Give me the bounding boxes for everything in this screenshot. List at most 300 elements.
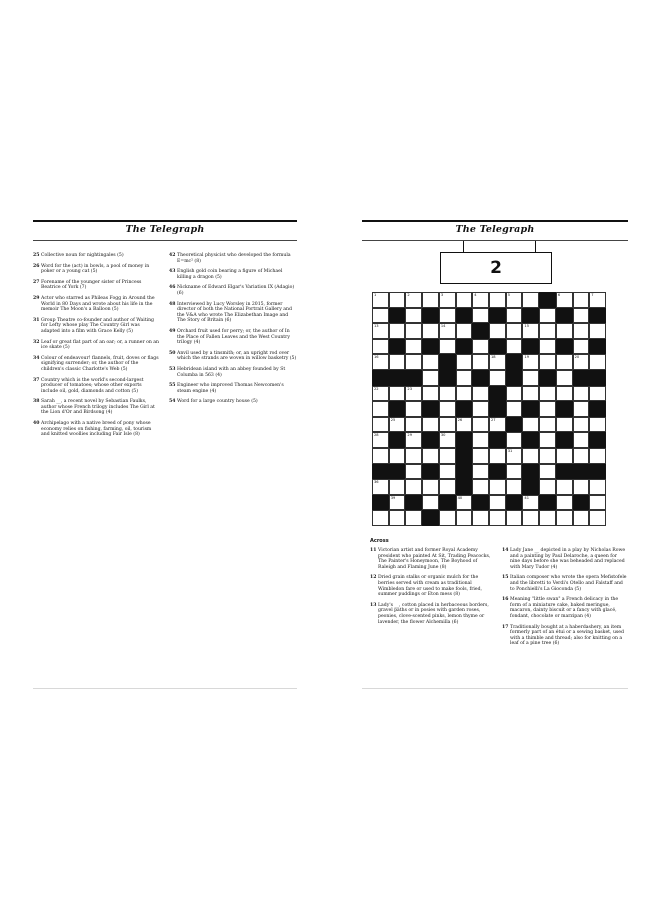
grid-cell[interactable]: [522, 370, 539, 386]
grid-cell[interactable]: [439, 417, 456, 433]
grid-cell[interactable]: [472, 479, 489, 495]
page-footer-rule: [33, 688, 297, 689]
grid-cell[interactable]: [489, 479, 506, 495]
grid-block: [439, 370, 456, 386]
across-heading: Across: [370, 538, 389, 544]
grid-cell[interactable]: [405, 401, 422, 417]
grid-cell[interactable]: [522, 495, 539, 511]
grid-cell[interactable]: [539, 339, 556, 355]
clue-text: Forename of the younger sister of Princess Beatrice of York (7): [41, 279, 142, 291]
grid-cell[interactable]: [372, 510, 389, 526]
clue-number: 16: [502, 597, 509, 603]
grid-cell[interactable]: [422, 323, 439, 339]
clue-26: [33, 264, 159, 275]
clue-column-2: [169, 253, 297, 410]
grid-block: [472, 323, 489, 339]
grid-cell[interactable]: [472, 510, 489, 526]
grid-block: [556, 308, 573, 324]
grid-cell[interactable]: [573, 448, 590, 464]
grid-cell[interactable]: [389, 323, 406, 339]
clue-text: Nickname of Edward Elgar's Variation IX (Adagio) (6): [177, 285, 295, 296]
grid-block: [539, 370, 556, 386]
clue-text: Meaning "little swan" a French delicacy in the form of a miniature cake, baked meringue, macaron, dainty biscuit or a fancy with glacé, fondant, chocolate or marzipan (4): [510, 597, 619, 619]
grid-cell[interactable]: [372, 323, 389, 339]
cell-number: 27: [491, 417, 496, 422]
grid-cell[interactable]: [372, 308, 389, 324]
clue-text: English gold coin bearing a figure of Michael killing a dragon (5): [177, 269, 283, 280]
grid-cell[interactable]: [589, 417, 606, 433]
grid-block: [589, 339, 606, 355]
clue-number: 12: [370, 575, 377, 581]
grid-cell[interactable]: [405, 479, 422, 495]
grid-cell[interactable]: [472, 386, 489, 402]
grid-cell[interactable]: [456, 370, 473, 386]
clue-17: [502, 625, 628, 647]
grid-cell[interactable]: [389, 354, 406, 370]
grid-cell[interactable]: [556, 292, 573, 308]
cell-number: 19: [524, 355, 529, 360]
grid-cell[interactable]: [389, 495, 406, 511]
across-column-2: [502, 548, 628, 652]
grid-cell[interactable]: [539, 323, 556, 339]
grid-block: [422, 308, 439, 324]
grid-cell[interactable]: [456, 386, 473, 402]
clue-number: 32: [33, 339, 40, 345]
clue-48: [169, 302, 297, 324]
grid-block: [422, 401, 439, 417]
clue-49: [169, 329, 297, 346]
grid-cell[interactable]: [522, 323, 539, 339]
clue-29: [33, 296, 159, 313]
clue-text: Colour of endeavour! flannels, fruit, doves or flags signifying surrender; or, the author of the children's classic Charlotte's Web (5): [41, 355, 159, 372]
grid-cell[interactable]: [405, 323, 422, 339]
grid-block: [489, 401, 506, 417]
grid-cell[interactable]: [489, 417, 506, 433]
clue-46: [169, 285, 297, 296]
grid-cell[interactable]: [439, 401, 456, 417]
grid-block: [405, 495, 422, 511]
clue-text: Word for a large country house (5): [177, 399, 258, 405]
grid-block: [389, 464, 406, 480]
grid-block: [522, 401, 539, 417]
cell-number: 25: [390, 417, 396, 422]
clue-50: [169, 351, 297, 362]
grid-cell[interactable]: [489, 495, 506, 511]
masthead-bottom-rule: [33, 240, 297, 241]
grid-cell[interactable]: [539, 401, 556, 417]
grid-cell[interactable]: [573, 510, 590, 526]
grid-cell[interactable]: [573, 417, 590, 433]
grid-cell[interactable]: [556, 323, 573, 339]
grid-block: [389, 401, 406, 417]
grid-block: [489, 339, 506, 355]
clue-text: Orchard fruit used for perry; or, the author of In the Place of Fallen Leaves and the West Country trilogy (4): [177, 328, 290, 346]
grid-cell[interactable]: [506, 339, 523, 355]
masthead-top-rule: [33, 220, 297, 222]
clue-text: Collective noun for nightingales (5): [41, 253, 124, 258]
clue-text: Leaf or great flat part of an oar; or, a runner on an ice skate (5): [41, 339, 159, 351]
grid-cell[interactable]: [472, 448, 489, 464]
masthead-title: The Telegraph: [125, 224, 205, 235]
clue-42: [169, 253, 297, 264]
cell-number: 14: [440, 324, 446, 329]
grid-cell[interactable]: [405, 308, 422, 324]
grid-cell[interactable]: [389, 448, 406, 464]
grid-block: [522, 339, 539, 355]
clue-25: [33, 253, 159, 259]
grid-cell[interactable]: [389, 510, 406, 526]
grid-cell[interactable]: [573, 339, 590, 355]
grid-cell[interactable]: [589, 354, 606, 370]
grid-cell[interactable]: [573, 308, 590, 324]
clue-27: [33, 280, 159, 291]
cell-number: 4: [474, 293, 477, 297]
clue-31: [33, 318, 159, 335]
clue-38: [33, 399, 159, 416]
grid-cell[interactable]: [472, 354, 489, 370]
grid-cell[interactable]: [539, 308, 556, 324]
grid-block: [589, 308, 606, 324]
cell-number: 16: [374, 355, 379, 360]
grid-cell[interactable]: [472, 432, 489, 448]
grid-cell[interactable]: [506, 323, 523, 339]
grid-cell[interactable]: [489, 370, 506, 386]
clue-number: 50: [169, 350, 176, 356]
grid-block: [456, 339, 473, 355]
grid-cell[interactable]: [422, 370, 439, 386]
grid-cell[interactable]: [405, 510, 422, 526]
grid-cell[interactable]: [422, 354, 439, 370]
grid-cell[interactable]: [539, 354, 556, 370]
clue-column-1: [33, 253, 159, 443]
grid-cell[interactable]: [439, 448, 456, 464]
grid-cell[interactable]: [573, 432, 590, 448]
clue-text: Actor who starred as Phileas Fogg in Around the World in 80 Days and wrote about his life in the memoir The Moon's a Balloon (5): [41, 295, 155, 313]
grid-cell[interactable]: [372, 432, 389, 448]
grid-cell[interactable]: [472, 308, 489, 324]
grid-cell[interactable]: [472, 417, 489, 433]
cell-number: 39: [390, 495, 396, 500]
right-page: [330, 0, 660, 904]
grid-cell[interactable]: [372, 479, 389, 495]
grid-cell[interactable]: [522, 292, 539, 308]
grid-cell[interactable]: [539, 386, 556, 402]
grid-block: [439, 354, 456, 370]
cell-number: 15: [524, 324, 529, 329]
cell-number: 20: [574, 355, 580, 360]
grid-block: [389, 308, 406, 324]
grid-cell[interactable]: [405, 464, 422, 480]
grid-cell[interactable]: [589, 386, 606, 402]
cell-number: 30: [440, 433, 446, 438]
grid-cell[interactable]: [389, 292, 406, 308]
grid-cell[interactable]: [573, 386, 590, 402]
clue-number: 27: [33, 279, 40, 285]
grid-cell[interactable]: [439, 323, 456, 339]
grid-block: [539, 495, 556, 511]
grid-block: [573, 495, 590, 511]
grid-cell[interactable]: [522, 354, 539, 370]
grid-cell[interactable]: [506, 479, 523, 495]
clue-54: [169, 399, 297, 405]
grid-cell[interactable]: [405, 448, 422, 464]
grid-cell[interactable]: [522, 417, 539, 433]
grid-cell[interactable]: [389, 386, 406, 402]
grid-cell[interactable]: [439, 432, 456, 448]
grid-block: [506, 370, 523, 386]
grid-cell[interactable]: [422, 448, 439, 464]
clue-number: 49: [169, 328, 176, 334]
grid-block: [589, 370, 606, 386]
grid-cell[interactable]: [556, 510, 573, 526]
grid-cell[interactable]: [439, 308, 456, 324]
grid-cell[interactable]: [439, 479, 456, 495]
grid-cell[interactable]: [489, 510, 506, 526]
across-column-1: [370, 548, 494, 630]
clue-text: Word for the (act) in bowls, a pool of money in poker or a young cat (5): [41, 263, 150, 275]
grid-cell[interactable]: [506, 432, 523, 448]
grid-cell[interactable]: [472, 292, 489, 308]
cell-number: 22: [374, 386, 379, 391]
grid-block: [556, 339, 573, 355]
masthead-bottom-rule: [362, 240, 628, 241]
clue-37: [33, 378, 159, 395]
grid-cell[interactable]: [589, 510, 606, 526]
grid-block: [573, 464, 590, 480]
grid-cell[interactable]: [372, 417, 389, 433]
cell-number: 28: [374, 433, 379, 438]
grid-cell[interactable]: [472, 339, 489, 355]
clue-number: 53: [169, 366, 176, 372]
grid-cell[interactable]: [405, 386, 422, 402]
grid-block: [389, 339, 406, 355]
grid-cell[interactable]: [489, 323, 506, 339]
cell-number: 7: [591, 293, 594, 297]
grid-cell[interactable]: [422, 417, 439, 433]
clue-text: Dried grain stalks or organic mulch for the berries served with cream as traditional Wimbledon fare or used to make fools, fried, summer puddings or Eton mess (8): [378, 575, 482, 598]
clue-text: Sarah __, a recent novel by Sebastian Faulks, author whose French trilogy includes The Girl at the Lion d'Or and Birdsong (4): [41, 399, 155, 416]
grid-block: [456, 448, 473, 464]
grid-cell[interactable]: [539, 448, 556, 464]
page-footer-rule: [362, 688, 628, 689]
grid-cell[interactable]: [589, 479, 606, 495]
grid-block: [422, 510, 439, 526]
grid-cell[interactable]: [389, 479, 406, 495]
grid-block: [439, 495, 456, 511]
clue-text: Victorian artist and former Royal Academy president who painted At Sit, Trading Peacocks, The Painter's Honeymoon, The Boyhood of Raleigh and Flaming June (8): [378, 548, 491, 570]
grid-cell[interactable]: [522, 386, 539, 402]
grid-cell[interactable]: [573, 323, 590, 339]
grid-cell[interactable]: [422, 495, 439, 511]
grid-cell[interactable]: [405, 417, 422, 433]
grid-cell[interactable]: [456, 417, 473, 433]
grid-cell[interactable]: [372, 401, 389, 417]
clue-text: Group Theatre co-founder and author of Waiting for Lefty whose play The Country Girl was adapted into a film with Grace Kelly (5): [41, 317, 154, 334]
grid-block: [506, 354, 523, 370]
grid-cell[interactable]: [456, 495, 473, 511]
clue-number: 14: [502, 548, 509, 553]
masthead-top-rule: [362, 220, 628, 222]
clue-text: Traditionally bought at a haberdashery, an item formerly part of an étui or a sewing basket, used with a thimble and thread; also for knitting on a leaf of a pine tree (6): [510, 624, 624, 647]
cell-number: 41: [524, 495, 529, 500]
grid-cell[interactable]: [556, 479, 573, 495]
grid-cell[interactable]: [522, 510, 539, 526]
cell-number: 3: [440, 293, 444, 297]
clue-number: 48: [169, 301, 176, 307]
clue-14: [502, 548, 628, 570]
grid-cell[interactable]: [556, 354, 573, 370]
cell-number: 31: [507, 449, 513, 453]
grid-block: [522, 479, 539, 495]
cell-number: 23: [407, 386, 412, 391]
clue-number: 42: [169, 253, 176, 258]
grid-block: [372, 464, 389, 480]
clue-13: [370, 603, 494, 625]
puzzle-number-tick-right: [535, 241, 536, 252]
grid-cell[interactable]: [372, 339, 389, 355]
cell-number: 13: [374, 324, 379, 329]
grid-block: [472, 495, 489, 511]
cell-number: 5: [507, 293, 510, 297]
grid-cell[interactable]: [372, 386, 389, 402]
clue-number: 11: [370, 548, 377, 553]
grid-cell[interactable]: [456, 292, 473, 308]
grid-cell[interactable]: [556, 495, 573, 511]
puzzle-number-tick-left: [463, 241, 464, 252]
grid-block: [372, 370, 389, 386]
grid-cell[interactable]: [539, 417, 556, 433]
grid-cell[interactable]: [456, 510, 473, 526]
grid-cell[interactable]: [539, 479, 556, 495]
grid-cell[interactable]: [556, 417, 573, 433]
grid-block: [489, 432, 506, 448]
grid-cell[interactable]: [539, 432, 556, 448]
grid-cell[interactable]: [506, 401, 523, 417]
clue-text: Archipelago with a native breed of pony whose economy relies on fishing, farming, oil, tourism and knitted woollies including Fair Isle (8): [41, 421, 152, 438]
grid-cell[interactable]: [372, 448, 389, 464]
clue-number: 17: [502, 624, 509, 630]
grid-cell[interactable]: [372, 354, 389, 370]
grid-block: [522, 464, 539, 480]
grid-cell[interactable]: [389, 417, 406, 433]
grid-cell[interactable]: [439, 339, 456, 355]
clue-12: [370, 575, 494, 597]
cell-number: 40: [457, 495, 463, 500]
grid-cell[interactable]: [439, 510, 456, 526]
grid-cell[interactable]: [556, 386, 573, 402]
grid-block: [589, 401, 606, 417]
grid-cell[interactable]: [522, 448, 539, 464]
cell-number: 36: [374, 480, 379, 485]
clue-number: 38: [33, 399, 40, 405]
grid-cell[interactable]: [422, 479, 439, 495]
grid-block: [556, 464, 573, 480]
clue-number: 31: [33, 317, 40, 323]
grid-cell[interactable]: [405, 339, 422, 355]
clue-text: Theoretical physicist who developed the formula E=mc² (8): [177, 253, 291, 264]
clue-53: [169, 367, 297, 378]
grid-block: [405, 370, 422, 386]
clue-number: 29: [33, 295, 40, 301]
grid-block: [522, 308, 539, 324]
grid-cell[interactable]: [573, 479, 590, 495]
clue-number: 34: [33, 355, 40, 361]
masthead-title: The Telegraph: [455, 224, 535, 235]
clue-16: [502, 597, 628, 619]
grid-cell[interactable]: [489, 354, 506, 370]
grid-cell[interactable]: [573, 401, 590, 417]
grid-cell[interactable]: [539, 510, 556, 526]
grid-cell[interactable]: [405, 432, 422, 448]
grid-cell[interactable]: [506, 510, 523, 526]
grid-cell[interactable]: [589, 448, 606, 464]
grid-cell[interactable]: [472, 401, 489, 417]
grid-block: [422, 464, 439, 480]
clue-number: 54: [169, 399, 176, 405]
grid-cell[interactable]: [589, 495, 606, 511]
grid-cell[interactable]: [456, 323, 473, 339]
grid-cell[interactable]: [405, 354, 422, 370]
clue-43: [169, 269, 297, 280]
grid-cell[interactable]: [506, 448, 523, 464]
grid-cell[interactable]: [489, 292, 506, 308]
clue-text: Country which is the world's second-largest producer of tomatoes; whose other exports include oil, gold, diamonds and cotton (5): [41, 377, 144, 394]
crossword-grid[interactable]: [372, 292, 606, 526]
clue-11: [370, 548, 494, 570]
grid-cell[interactable]: [439, 464, 456, 480]
grid-cell[interactable]: [472, 464, 489, 480]
grid-cell[interactable]: [422, 386, 439, 402]
grid-block: [489, 308, 506, 324]
grid-cell[interactable]: [589, 323, 606, 339]
clue-text: Lady's __, cotton placed in herbaceous borders, gravel paths or in posies with garden roses, peonies, clove-scented pinks, lemon thyme or lavender, the flower Alchemilla (6): [378, 602, 489, 625]
grid-cell[interactable]: [539, 464, 556, 480]
grid-block: [456, 464, 473, 480]
puzzle-number: 2: [440, 252, 552, 284]
cell-number: 18: [491, 355, 496, 360]
grid-cell[interactable]: [589, 292, 606, 308]
grid-block: [589, 464, 606, 480]
clue-number: 13: [370, 602, 377, 608]
grid-cell[interactable]: [372, 292, 389, 308]
grid-cell[interactable]: [506, 464, 523, 480]
cell-number: 2: [407, 293, 410, 297]
grid-block: [522, 432, 539, 448]
grid-cell[interactable]: [405, 292, 422, 308]
grid-block: [506, 495, 523, 511]
grid-cell[interactable]: [573, 292, 590, 308]
grid-cell[interactable]: [439, 292, 456, 308]
clue-text: Lady Jane __ depicted in a play by Nicholas Rowe and a painting by Paul Delaroche, a queen for nine days before she was beheaded and replaced with Mary Tudor (4): [510, 548, 626, 570]
clue-number: 43: [169, 269, 176, 275]
grid-block: [389, 370, 406, 386]
grid-block: [489, 386, 506, 402]
clue-55: [169, 383, 297, 394]
grid-cell[interactable]: [439, 386, 456, 402]
clue-text: Engineer who improved Thomas Newcomen's steam engine (4): [177, 383, 284, 394]
grid-cell[interactable]: [456, 354, 473, 370]
cell-number: 1: [374, 293, 377, 297]
grid-cell[interactable]: [422, 292, 439, 308]
grid-cell[interactable]: [506, 386, 523, 402]
grid-cell[interactable]: [489, 448, 506, 464]
grid-cell[interactable]: [506, 292, 523, 308]
grid-cell[interactable]: [556, 370, 573, 386]
grid-cell[interactable]: [506, 308, 523, 324]
grid-cell[interactable]: [556, 448, 573, 464]
clue-40: [33, 421, 159, 438]
grid-cell[interactable]: [573, 354, 590, 370]
